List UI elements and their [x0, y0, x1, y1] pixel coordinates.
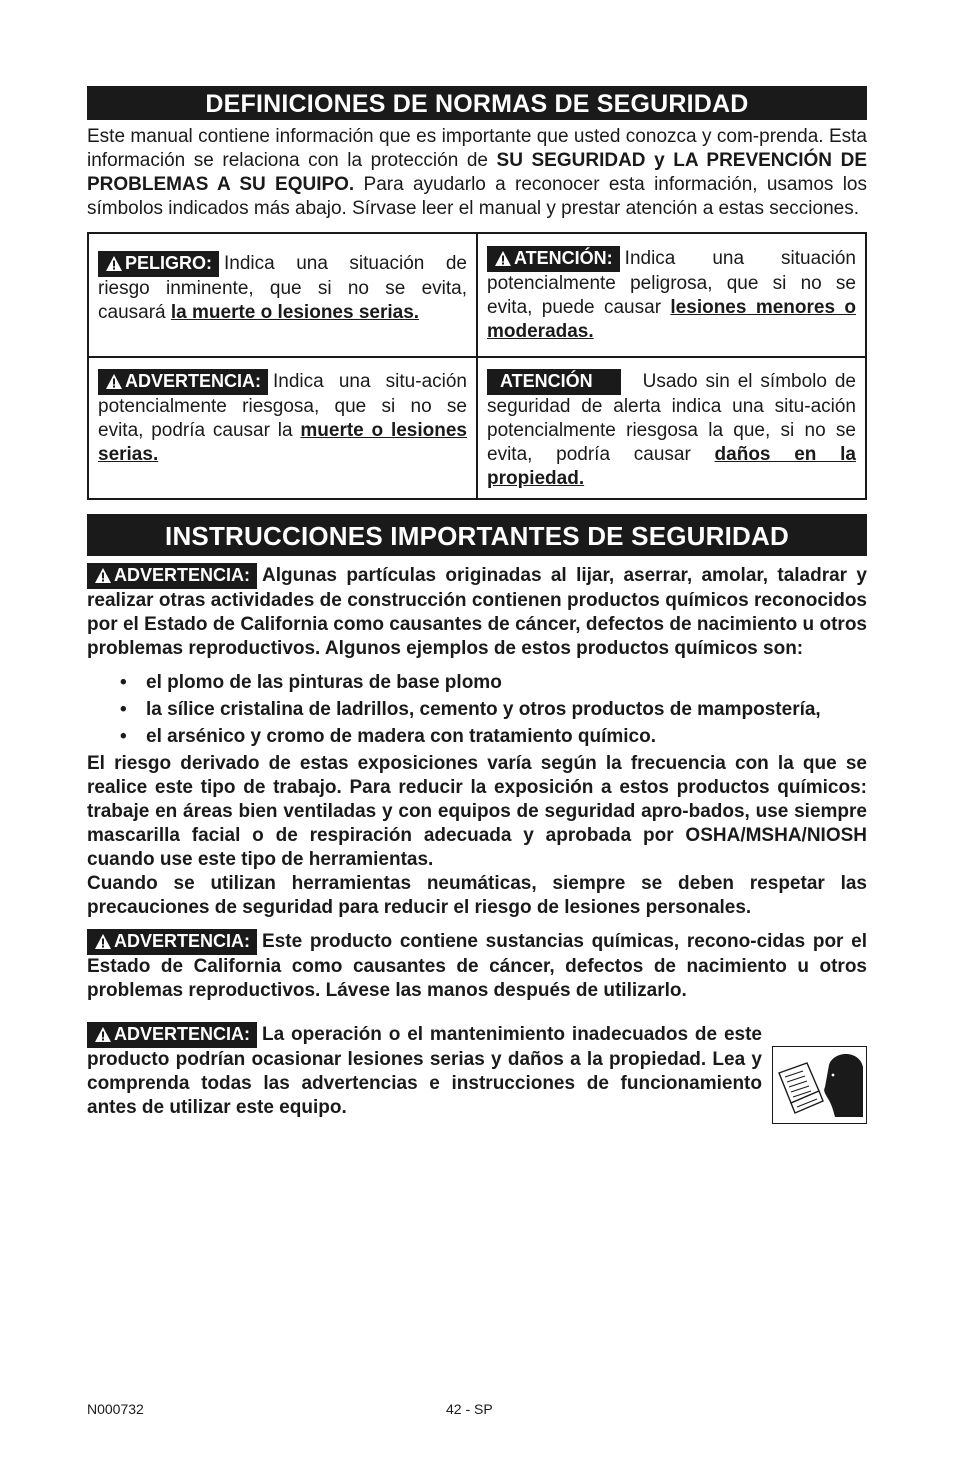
atencion-text: Usado sin el símbolo de seguridad de alerta indica una situ-ación potencialmente riesgosa la que, si no se evita, podría causar — [487, 371, 856, 465]
peligro-label: PELIGRO: — [98, 251, 219, 277]
warning-3-paragraph — [87, 1022, 867, 1120]
page-content — [87, 86, 867, 1134]
peligro-text: Indica una situación de riesgo inminente, que si no se evita, causará — [98, 253, 467, 323]
exposure-paragraph: El riesgo derivado de estas exposiciones varía según la frecuencia con la que se realice este tipo de trabajo. Para reducir la exposición a estos productos químicos: trabaje en áreas bien ventiladas y con equipos de seguridad apro-bados, use siempre mascarilla facial o de respiración adecuada y aprobada por OSHA/MSHA/NIOSH cuando use este tipo de herramientas. — [87, 753, 867, 870]
advertencia-label: ADVERTENCIA: — [87, 563, 257, 589]
atencion-symbol-label: ATENCIÓN: — [487, 246, 620, 272]
definitions-table — [87, 232, 867, 500]
list-item: • el arsénico y cromo de madera con tratamiento químico. — [87, 725, 867, 749]
atencion-label: ATENCIÓN — [487, 369, 621, 395]
advertencia-label: ADVERTENCIA: — [98, 369, 268, 395]
intro-text-1: Este manual contiene información que es importante que usted conozca y com-prenda. Esta información se relaciona con la protección de — [87, 126, 867, 171]
advertencia-label: ADVERTENCIA: — [87, 929, 257, 955]
warning-triangle-icon — [106, 256, 122, 271]
advertencia-text: Indica una situ-ación potencialmente riesgosa, que si no se evita, podría causar la — [98, 371, 467, 441]
warning-1-text: Algunas partículas originadas al lijar, aserrar, amolar, taladrar y realizar otras actividades de construcción contienen productos químicos reconocidos por el Estado de California como causantes de cáncer, defectos de nacimiento u otros problemas reproductivos. Algunos ejemplos de estos productos químicos son: — [87, 565, 867, 659]
warning-triangle-icon — [95, 934, 111, 949]
warning-operation — [87, 1022, 867, 1134]
definition-atencion-symbol — [477, 233, 866, 357]
warning-triangle-icon — [495, 251, 511, 266]
intro-text-bold: SU SEGURIDAD y LA PREVENCIÓN DE PROBLEMAS A SU EQUIPO. — [87, 150, 867, 195]
list-item: • la sílice cristalina de ladrillos, cemento y otros productos de mampostería, — [87, 698, 867, 722]
warning-product-chemicals — [87, 929, 867, 1003]
warning-triangle-icon — [95, 1027, 111, 1042]
section-title-instructions: INSTRUCCIONES IMPORTANTES DE SEGURIDAD — [87, 514, 867, 556]
definition-atencion — [477, 357, 866, 499]
definition-advertencia — [88, 357, 477, 499]
intro-text-2: Para ayudarlo a reconocer esta información, usamos los símbolos indicados más abajo. Sírvase leer el manual y prestar atención a estas secciones. — [87, 174, 867, 219]
atencion-symbol-emphasis: lesiones menores o moderadas. — [487, 297, 856, 342]
warning-triangle-icon — [95, 568, 111, 583]
definition-peligro — [88, 233, 477, 357]
list-item: • el plomo de las pinturas de base plomo — [87, 671, 867, 695]
atencion-symbol-text: Indica una situación potencialmente peligrosa, que si no se evita, puede causar — [487, 248, 856, 318]
peligro-emphasis: la muerte o lesiones serias. — [170, 302, 420, 323]
warning-chemicals-dust — [87, 563, 867, 661]
section-title-definitions: DEFINICIONES DE NORMAS DE SEGURIDAD — [87, 86, 867, 120]
intro-paragraph — [87, 125, 867, 221]
warning-triangle-icon — [106, 374, 122, 389]
warning-2-text: Este producto contiene sustancias químicas, recono-cidas por el Estado de California como causantes de cáncer, defectos de nacimiento u otros problemas reproductivos. Lávese las manos después de utilizarlo. — [87, 931, 867, 1001]
warning-3-text: La operación o el mantenimiento inadecuados de este producto podrían ocasionar lesiones serias y daños a la propiedad. Lea y comprenda todas las advertencias e instrucciones de funcionamiento antes de utilizar este equipo. — [87, 1024, 762, 1118]
atencion-emphasis: daños en la propiedad. — [487, 444, 856, 489]
advertencia-emphasis: muerte o lesiones serias. — [98, 420, 468, 465]
page-number: 42 - SP — [446, 1401, 493, 1417]
read-manual-icon — [772, 1046, 867, 1124]
chemical-list — [87, 671, 867, 749]
document-code: N000732 — [87, 1401, 144, 1417]
advertencia-label: ADVERTENCIA: — [87, 1022, 257, 1048]
pneumatic-paragraph: Cuando se utilizan herramientas neumáticas, siempre se deben respetar las precauciones de seguridad para reducir el riesgo de lesiones personales. — [87, 873, 867, 918]
